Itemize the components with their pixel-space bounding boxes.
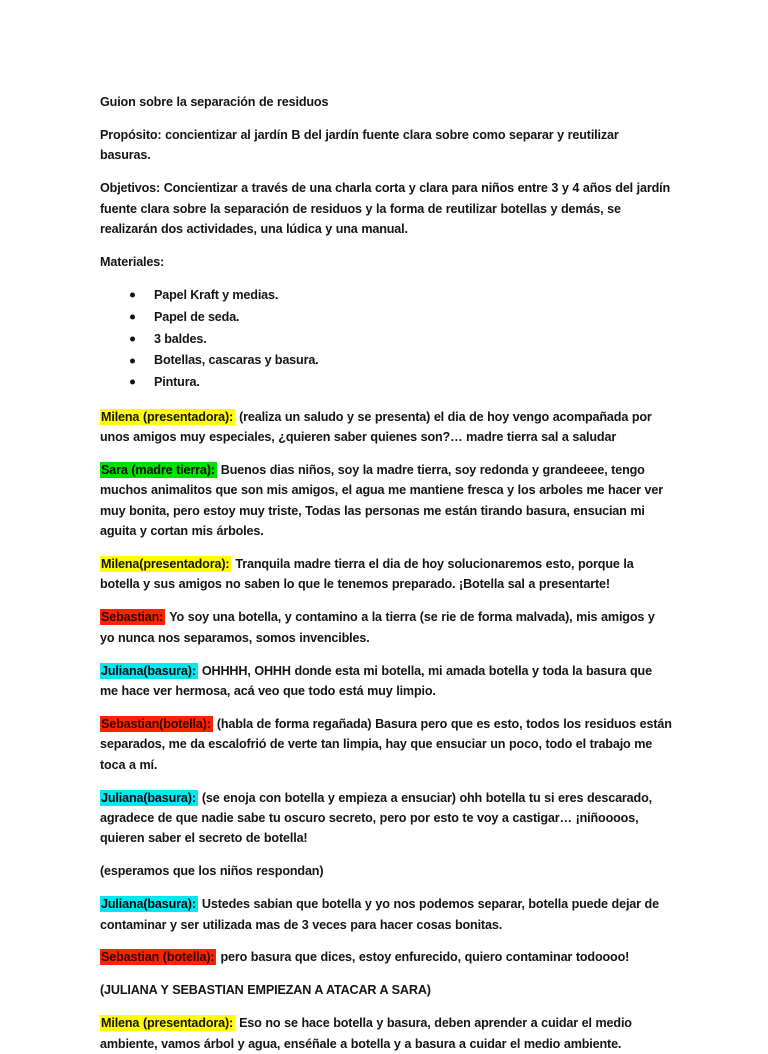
dialogue-text: Yo soy una botella, y contamino a la tierra (se rie de forma malvada), mis amigos y yo nunca nos separamos, somos invencibles. (100, 610, 655, 645)
dialogue-section (100, 407, 672, 1054)
speaker-label-juliana: Juliana(basura): (101, 790, 196, 805)
bullet-icon (130, 336, 135, 341)
material-label: Papel de seda. (154, 309, 240, 324)
speaker-label-sara: Sara (madre tierra): (101, 462, 215, 477)
materials-list (100, 285, 672, 393)
list-item (100, 372, 672, 392)
dialogue-text: Ustedes sabian que botella y yo nos podemos separar, botella puede dejar de contaminar y ser utilizada mas de 3 veces para hacer cosas bonitas. (100, 897, 659, 932)
dialogue-line (100, 947, 672, 967)
bullet-icon (130, 292, 135, 297)
list-item (100, 307, 672, 327)
dialogue-text: pero basura que dices, estoy enfurecido, quiero contaminar todoooo! (220, 950, 630, 965)
speaker-label-milena: Milena(presentadora): (101, 557, 230, 572)
speaker-label-juliana: Juliana(basura): (101, 897, 196, 912)
list-item (100, 285, 672, 305)
dialogue-line (100, 554, 672, 595)
speaker-label-milena: Milena (presentadora): (101, 409, 234, 424)
bullet-icon (130, 358, 135, 363)
document-objectives: Objetivos: Concientizar a través de una charla corta y clara para niños entre 3 y 4 años del jardín fuente clara sobre la separación de residuos y la forma de reutilizar botellas y demás, se realizarán dos actividades, una lúdica y una manual. (100, 181, 671, 236)
list-item (100, 350, 672, 370)
document-title: Guion sobre la separación de residuos (100, 95, 329, 109)
dialogue-line (100, 1013, 672, 1054)
speaker-label-milena: Milena (presentadora): (101, 1016, 234, 1031)
stage-direction-text: (JULIANA Y SEBASTIAN EMPIEZAN A ATACAR A SARA) (100, 983, 431, 998)
speaker-label-sebastian: Sebastian: (101, 610, 164, 625)
material-label: 3 baldes. (154, 331, 207, 346)
speaker-label-sebastian: Sebastian(botella): (101, 716, 211, 731)
dialogue-line (100, 894, 672, 935)
material-label: Papel Kraft y medias. (154, 287, 279, 302)
dialogue-text: Eso no se hace botella y basura, deben aprender a cuidar el medio ambiente, vamos árbol y agua, enséñale a botella y a basura a cuidar el medio ambiente. (100, 1016, 632, 1051)
stage-direction (100, 861, 672, 881)
dialogue-text: OHHHH, OHHH donde esta mi botella, mi amada botella y toda la basura que me hace ver hermosa, acá veo que todo está muy limpio. (100, 663, 652, 698)
dialogue-line (100, 407, 672, 448)
dialogue-text: (habla de forma regañada) Basura pero que es esto, todos los residuos están separados, me da escalofrió de verte tan limpia, hay que ensuciar un poco, todo el trabajo me toca a mí. (100, 716, 672, 772)
bullet-icon (130, 314, 135, 319)
dialogue-text: Buenos dias niños, soy la madre tierra, soy redonda y grandeeee, tengo muchos animalitos que son mis amigos, el agua me mantiene fresca y los arboles me hacer ver muy bonita, pero estoy muy triste, Todas las personas me están tirando basura, ensucian mi aguita y cortan mis árboles. (100, 462, 663, 539)
dialogue-text: (se enoja con botella y empieza a ensuciar) ohh botella tu si eres descarado, agradece de que nadie sabe tu oscuro secreto, pero por esto te voy a castigar… ¡niñoooos, quieren saber el secreto de botella! (100, 790, 652, 846)
list-item (100, 329, 672, 349)
dialogue-line (100, 788, 672, 849)
material-label: Botellas, cascaras y basura. (154, 353, 319, 368)
dialogue-line (100, 714, 672, 775)
document-body (100, 92, 672, 1054)
dialogue-text: (realiza un saludo y se presenta) el dia de hoy vengo acompañada por unos amigos muy especiales, ¿quieren saber quienes son?… madre tierra sal a saludar (100, 409, 652, 445)
bullet-icon (130, 380, 135, 385)
stage-direction-text: (esperamos que los niños respondan) (100, 864, 324, 879)
document-purpose: Propósito: concientizar al jardín B del jardín fuente clara sobre como separar y reutilizar basuras. (100, 127, 619, 163)
stage-direction (100, 980, 672, 1000)
materials-label: Materiales: (100, 254, 165, 269)
speaker-label-juliana: Juliana(basura): (101, 663, 196, 678)
dialogue-text: Tranquila madre tierra el dia de hoy solucionaremos esto, porque la botella y sus amigos no saben lo que le tenemos preparado. ¡Botella sal a presentarte! (100, 557, 634, 592)
dialogue-line (100, 661, 672, 702)
speaker-label-sebastian: Sebastian (botella): (101, 950, 215, 965)
dialogue-line (100, 460, 672, 542)
material-label: Pintura. (154, 375, 200, 390)
dialogue-line (100, 607, 672, 648)
